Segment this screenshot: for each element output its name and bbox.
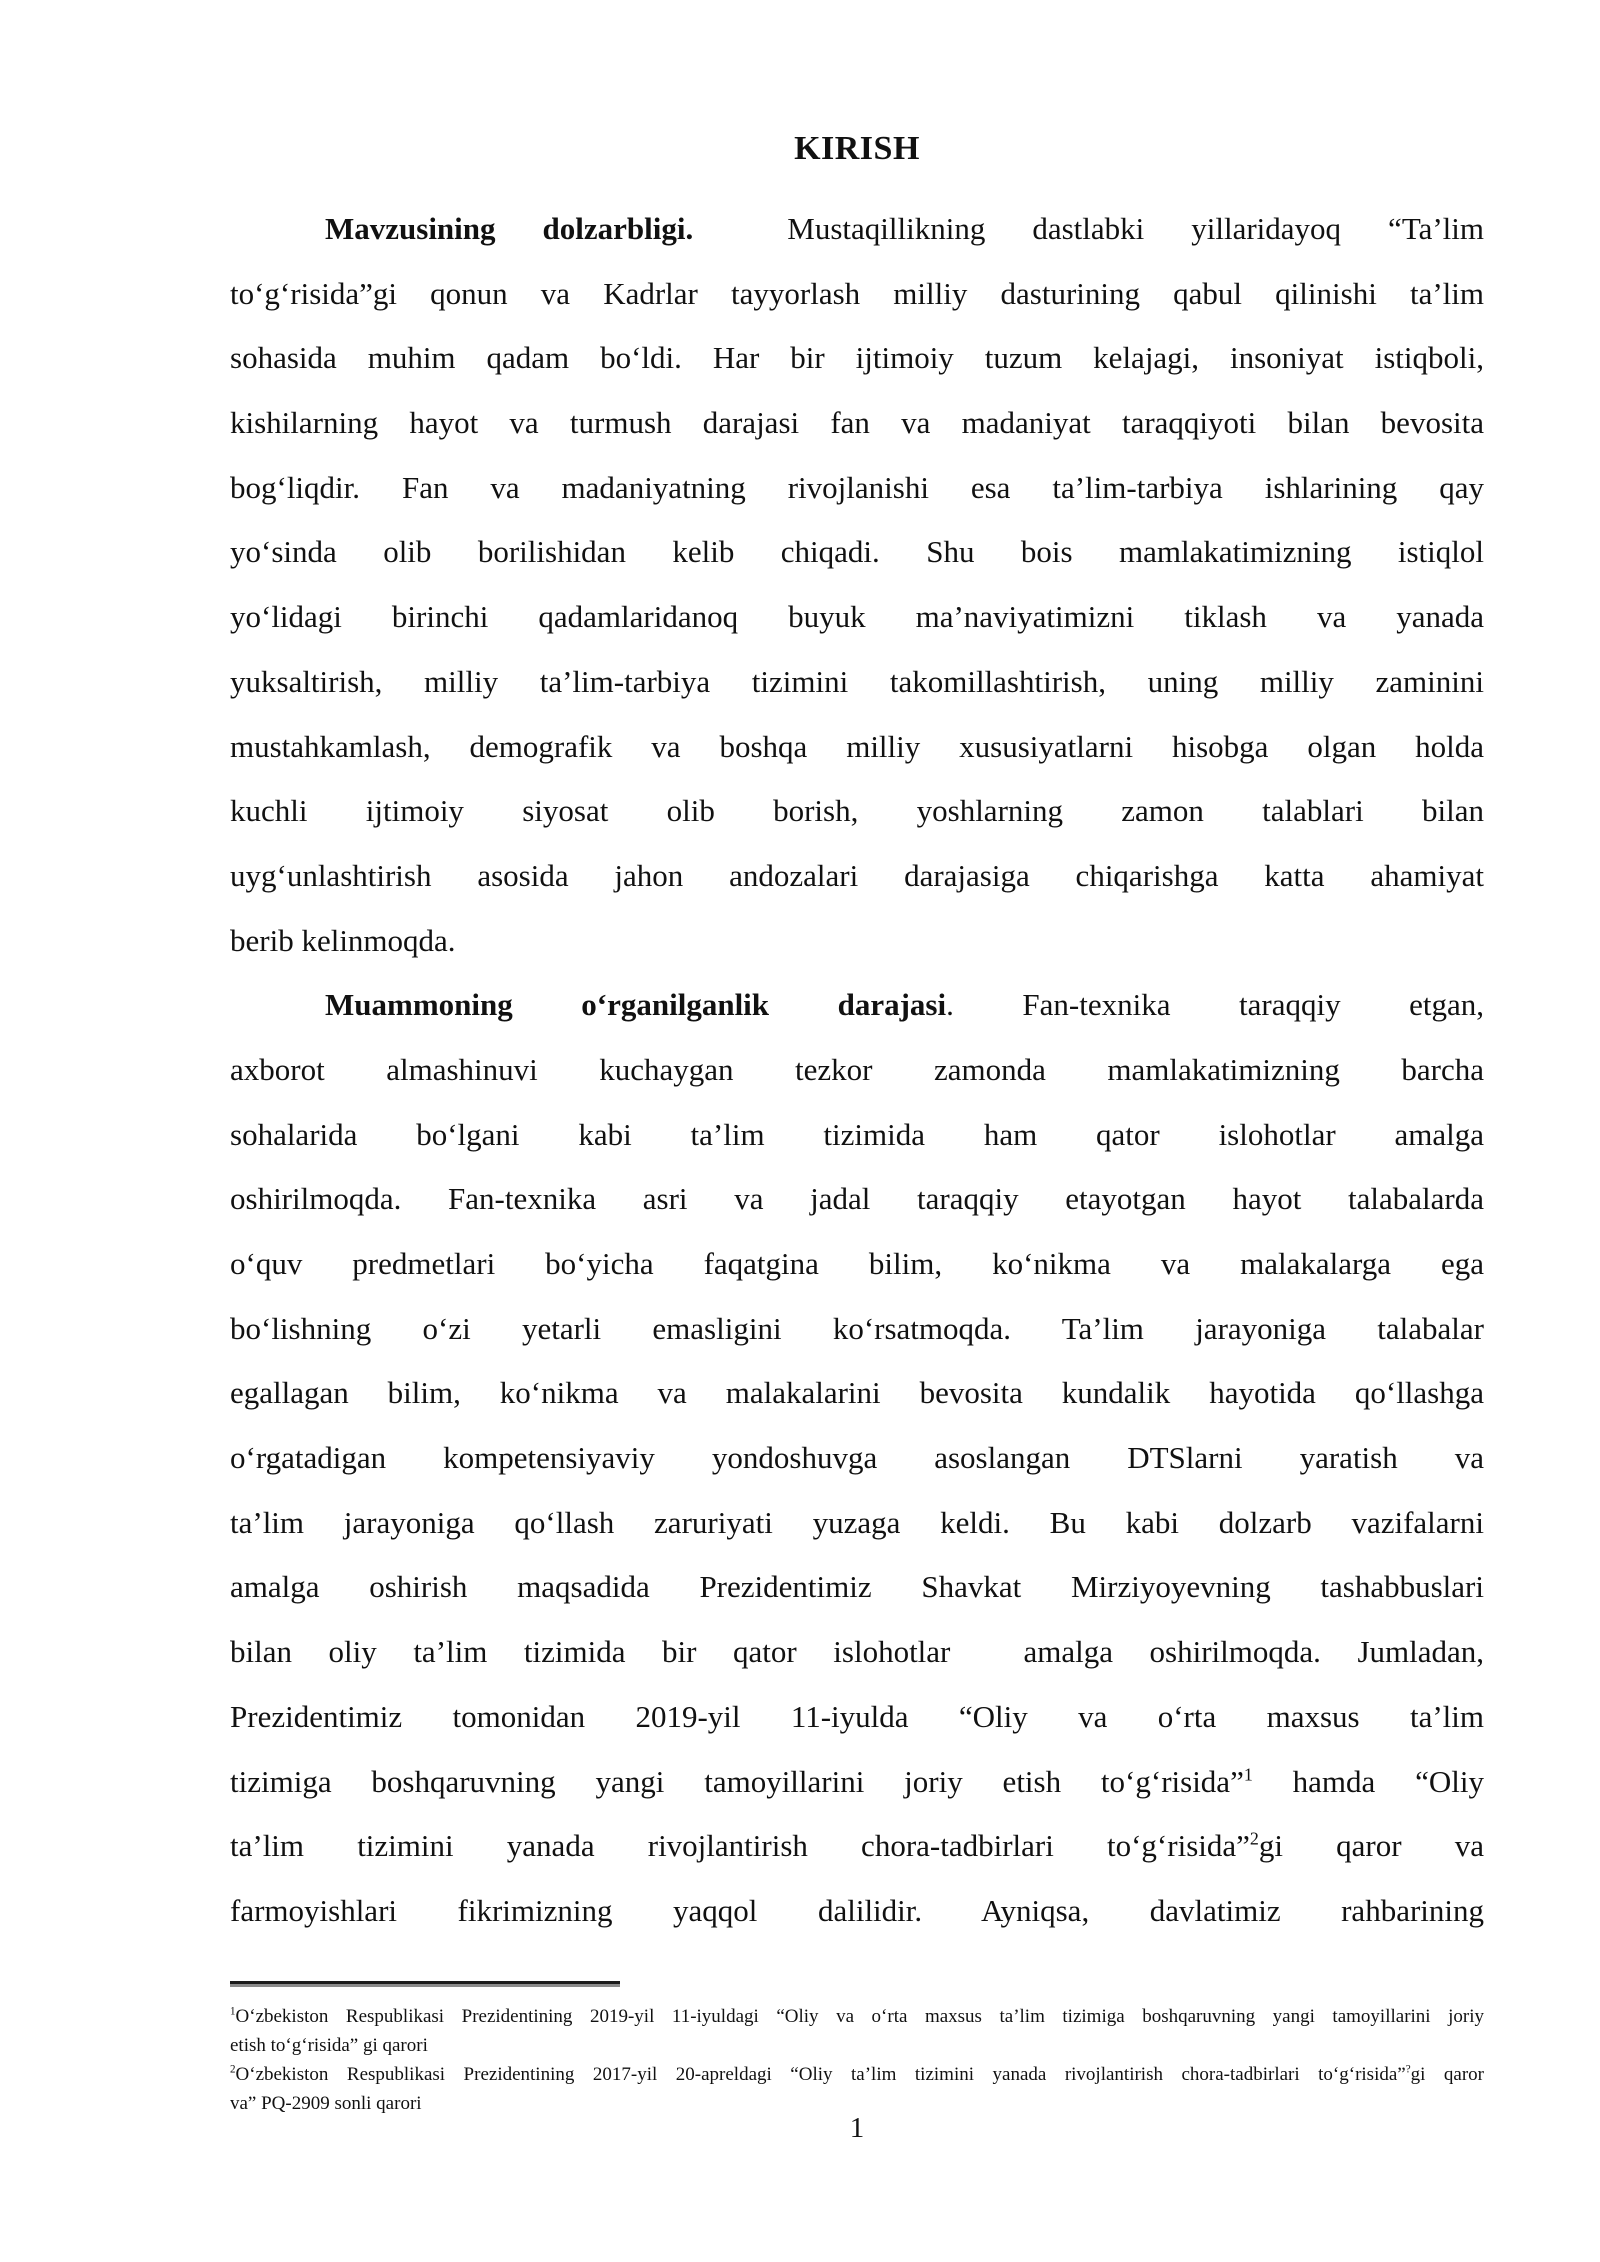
body-text-line — [230, 779, 1484, 844]
text-run: va” PQ-2909 sonli qarori — [230, 2093, 422, 2114]
text-run: tizimiga boshqaruvning yangi tamoyillarini joriy etish to‘g‘risida” — [230, 1763, 1244, 1799]
text-run: berib kelinmoqda. — [230, 922, 456, 958]
text-run: bilan oliy ta’lim tizimida bir qator islohotlar amalga oshirilmoqda. Jumladan, — [230, 1634, 1484, 1670]
body-text-line — [230, 1555, 1484, 1620]
body-text-line — [230, 262, 1484, 327]
body-text-line — [230, 197, 1484, 262]
text-run: axborot almashinuvi kuchaygan tezkor zamonda mamlakatimizning barcha — [230, 1051, 1484, 1087]
body-text-line — [230, 1038, 1484, 1103]
footnote-line — [230, 2060, 1484, 2089]
text-run: sohalarida bo‘lgani kabi ta’lim tizimida ham qator islohotlar amalga — [230, 1116, 1484, 1152]
text-run: kuchli ijtimoiy siyosat olib borish, yoshlarning zamon talablari bilan — [230, 793, 1484, 829]
text-run: ta’lim tizimini yanada rivojlantirish chora-tadbirlari to‘g‘risida” — [230, 1828, 1250, 1864]
body-text-line — [230, 844, 1484, 909]
page-number: 1 — [849, 2112, 865, 2144]
text-run: egallagan bilim, ko‘nikma va malakalarini bevosita kundalik hayotida qo‘llashga — [230, 1375, 1484, 1411]
body-text-line — [230, 715, 1484, 780]
footnote-reference-mark: 2 — [1249, 1828, 1259, 1849]
body-text-line — [230, 909, 1484, 974]
body-text-line — [230, 1620, 1484, 1685]
text-run: to‘g‘risida”gi qonun va Kadrlar tayyorlash milliy dasturining qabul qilinishi ta’lim — [230, 275, 1484, 311]
footnote-line — [230, 2031, 1484, 2060]
footnote-reference-mark: 1 — [1243, 1764, 1253, 1785]
body-text-line — [230, 1297, 1484, 1362]
body-text-line — [230, 1103, 1484, 1168]
text-run: Mustaqillikning dastlabki yillaridayoq “Ta’lim — [693, 211, 1485, 246]
text-run: hamda “Oliy — [1252, 1763, 1484, 1799]
body-text-line — [230, 1426, 1484, 1491]
body-text-line — [230, 391, 1484, 456]
body-text-line — [230, 973, 1484, 1038]
text-run: sohasida muhim qadam bo‘ldi. Har bir ijtimoiy tuzum kelajagi, insoniyat istiqboli, — [230, 340, 1484, 376]
text-run: O‘zbekiston Respublikasi Prezidentining 2019-yil 11-iyuldagi “Oliy va o‘rta maxsus ta’lim tizimiga boshqaruvning yangi tamoyillarini joriy — [235, 2006, 1484, 2027]
body-text-line — [230, 1232, 1484, 1297]
text-run: kishilarning hayot va turmush darajasi fan va madaniyat taraqqiyoti bilan bevosita — [230, 405, 1484, 441]
body-text-line — [230, 585, 1484, 650]
text-run: bog‘liqdir. Fan va madaniyatning rivojlanishi esa ta’lim-tarbiya ishlarining qay — [230, 469, 1484, 505]
body-text-line — [230, 1167, 1484, 1232]
footnote-separator — [230, 1981, 620, 1984]
body-text-line — [230, 1491, 1484, 1556]
body-text-line — [230, 1685, 1484, 1750]
body-text-line — [230, 520, 1484, 585]
body-text-line — [230, 650, 1484, 715]
text-run: Prezidentimiz tomonidan 2019-yil 11-iyulda “Oliy va o‘rta maxsus ta’lim — [230, 1698, 1484, 1734]
text-run: gi qaror — [1410, 2064, 1484, 2085]
text-run: . Fan-texnika taraqqiy etgan, — [946, 987, 1484, 1023]
page-title: KIRISH — [794, 130, 920, 167]
text-run: oshirilmoqda. Fan-texnika asri va jadal taraqqiy etayotgan hayot talabalarda — [230, 1181, 1484, 1217]
text-run: yo‘lidagi birinchi qadamlaridanoq buyuk ma’naviyatimizni tiklash va yanada — [230, 599, 1484, 635]
bold-run: Muammoning o‘rganilganlik darajasi — [325, 987, 947, 1023]
footnote-line — [230, 2002, 1484, 2031]
body-text-line — [230, 1750, 1484, 1815]
text-run: yo‘sinda olib borilishidan kelib chiqadi. Shu bois mamlakatimizning istiqlol — [230, 534, 1484, 570]
footnote-reference-mark: 2 — [230, 2063, 236, 2076]
text-run: etish to‘g‘risida” gi qarori — [230, 2035, 428, 2056]
body-text-line — [230, 326, 1484, 391]
body-text-line — [230, 1879, 1484, 1944]
text-run: yuksaltirish, milliy ta’lim-tarbiya tizimini takomillashtirish, uning milliy zaminini — [230, 663, 1484, 699]
footnotes — [230, 2002, 1484, 2118]
body-text-line — [230, 1814, 1484, 1879]
body-text — [230, 197, 1484, 1944]
text-run: O‘zbekiston Respublikasi Prezidentining 2017-yil 20-apreldagi “Oliy ta’lim tizimini yanada rivojlantirish chora-tadbirlari to‘g‘risida” — [235, 2064, 1406, 2085]
text-run: gi qaror va — [1258, 1828, 1484, 1864]
text-run: amalga oshirish maqsadida Prezidentimiz Shavkat Mirziyoyevning tashabbuslari — [230, 1569, 1484, 1605]
text-run: bo‘lishning o‘zi yetarli emasligini ko‘rsatmoqda. Ta’lim jarayoniga talabalar — [230, 1310, 1484, 1346]
text-run: o‘rgatadigan kompetensiyaviy yondoshuvga asoslangan DTSlarni yaratish va — [230, 1440, 1484, 1476]
text-run: o‘quv predmetlari bo‘yicha faqatgina bilim, ko‘nikma va malakalarga ega — [230, 1246, 1484, 1281]
text-run: uyg‘unlashtirish asosida jahon andozalari darajasiga chiqarishga katta ahamiyat — [230, 857, 1484, 893]
text-run: farmoyishlari fikrimizning yaqqol dalilidir. Ayniqsa, davlatimiz rahbarining — [230, 1892, 1484, 1928]
footnote-reference-mark: 1 — [230, 2005, 236, 2018]
body-text-line — [230, 456, 1484, 521]
text-run: ta’lim jarayoniga qo‘llash zaruriyati yuzaga keldi. Bu kabi dolzarb vazifalarni — [230, 1504, 1484, 1540]
text-run: mustahkamlash, demografik va boshqa milliy xususiyatlarni hisobga olgan holda — [230, 728, 1484, 764]
footnote-reference-mark: ? — [1405, 2063, 1411, 2076]
bold-run: Mavzusining dolzarbligi. — [325, 211, 694, 246]
body-text-line — [230, 1361, 1484, 1426]
